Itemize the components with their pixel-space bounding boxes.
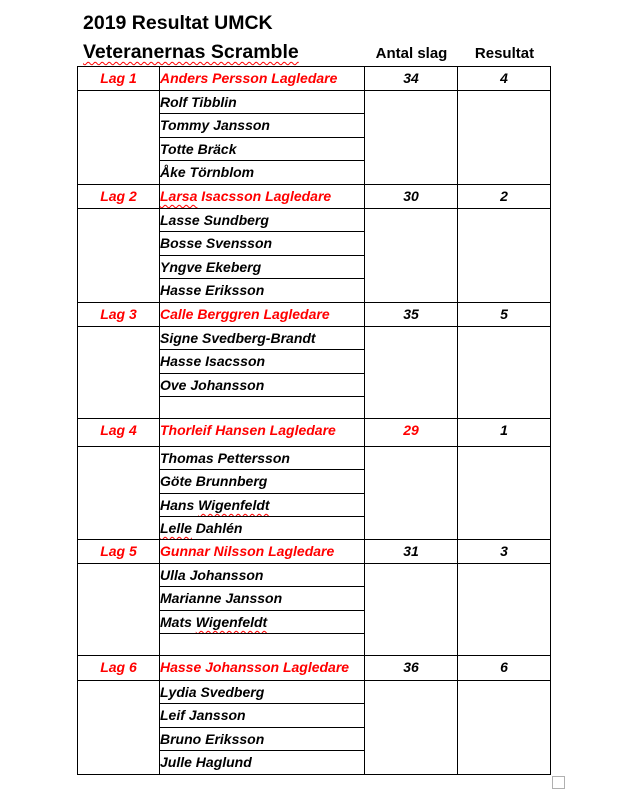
- team-result: 2: [458, 185, 551, 209]
- team-member-name: Lasse Sundberg: [160, 209, 365, 232]
- team-label-empty-cell: [78, 564, 160, 656]
- team-member-name: [160, 397, 365, 419]
- team-strokes: 30: [365, 185, 458, 209]
- strokes-empty-cell: [365, 681, 458, 775]
- team-member-name: Hasse Eriksson: [160, 279, 365, 303]
- team-member-row: [78, 447, 551, 470]
- team-member-name: [160, 634, 365, 656]
- column-header-strokes: Antal slag: [375, 45, 448, 62]
- strokes-empty-cell: [365, 447, 458, 540]
- team-member-name: Marianne Jansson: [160, 587, 365, 611]
- team-leader: Thorleif Hansen Lagledare: [160, 419, 365, 447]
- team-leader: Hasse Johansson Lagledare: [160, 656, 365, 681]
- team-member-name: Hasse Isacsson: [160, 350, 365, 374]
- team-member-last-name: Wigenfeldt: [195, 614, 268, 630]
- team-result: 6: [458, 656, 551, 681]
- team-member-name: Göte Brunnberg: [160, 470, 365, 494]
- team-member-row: [78, 564, 551, 587]
- team-member-row: [78, 91, 551, 114]
- team-header-row: [78, 303, 551, 327]
- team-label: Lag 3: [78, 303, 160, 327]
- team-member-name: Totte Bräck: [160, 138, 365, 161]
- team-member-name: Rolf Tibblin: [160, 91, 365, 114]
- team-label: Lag 2: [78, 185, 160, 209]
- document-subtitle: Veteranernas Scramble: [83, 41, 299, 63]
- team-strokes: 31: [365, 540, 458, 564]
- team-label-empty-cell: [78, 91, 160, 185]
- team-label-empty-cell: [78, 209, 160, 303]
- result-empty-cell: [458, 91, 551, 185]
- team-label: Lag 6: [78, 656, 160, 681]
- result-empty-cell: [458, 681, 551, 775]
- team-label: Lag 5: [78, 540, 160, 564]
- team-result: 5: [458, 303, 551, 327]
- team-label: Lag 1: [78, 67, 160, 91]
- team-strokes: 34: [365, 67, 458, 91]
- team-member-name: Yngve Ekeberg: [160, 256, 365, 279]
- team-leader: Anders Persson Lagledare: [160, 67, 365, 91]
- team-member-name: Lydia Svedberg: [160, 681, 365, 704]
- team-leader: Calle Berggren Lagledare: [160, 303, 365, 327]
- team-strokes: 29: [365, 419, 458, 447]
- team-result: 4: [458, 67, 551, 91]
- result-empty-cell: [458, 209, 551, 303]
- team-label: Lag 4: [78, 419, 160, 447]
- team-label-empty-cell: [78, 447, 160, 540]
- team-header-row: [78, 419, 551, 447]
- strokes-empty-cell: [365, 327, 458, 419]
- team-member-name: Bosse Svensson: [160, 232, 365, 256]
- team-strokes: 36: [365, 656, 458, 681]
- team-member-row: [78, 327, 551, 350]
- result-empty-cell: [458, 564, 551, 656]
- page-checkbox[interactable]: [552, 776, 565, 789]
- team-leader-first-name: Larsa: [160, 188, 198, 204]
- team-member-first-name: Lelle: [160, 520, 192, 536]
- team-header-row: [78, 656, 551, 681]
- strokes-empty-cell: [365, 564, 458, 656]
- team-member-name: Ulla Johansson: [160, 564, 365, 587]
- strokes-empty-cell: [365, 209, 458, 303]
- team-member-name: Ove Johansson: [160, 374, 365, 397]
- team-result: 1: [458, 419, 551, 447]
- team-member-name: Tommy Jansson: [160, 114, 365, 138]
- team-member-row: [78, 209, 551, 232]
- results-table: [77, 66, 551, 775]
- result-empty-cell: [458, 327, 551, 419]
- team-strokes: 35: [365, 303, 458, 327]
- team-header-row: [78, 540, 551, 564]
- team-leader: Larsa Isacsson Lagledare: [160, 185, 365, 209]
- team-member-row: [78, 681, 551, 704]
- team-leader: Gunnar Nilsson Lagledare: [160, 540, 365, 564]
- team-member-name: Signe Svedberg-Brandt: [160, 327, 365, 350]
- team-header-row: [78, 67, 551, 91]
- team-member-name: Bruno Eriksson: [160, 728, 365, 751]
- strokes-empty-cell: [365, 91, 458, 185]
- team-member-name: Julle Haglund: [160, 751, 365, 775]
- team-member-last-name: Wigenfeldt: [198, 497, 270, 513]
- team-member-name: Leif Jansson: [160, 704, 365, 728]
- team-member-name: Lelle Dahlén: [160, 517, 365, 540]
- document-title: 2019 Resultat UMCK: [83, 12, 273, 34]
- team-member-name: Åke Törnblom: [160, 161, 365, 185]
- team-label-empty-cell: [78, 681, 160, 775]
- team-member-name: Thomas Pettersson: [160, 447, 365, 470]
- team-label-empty-cell: [78, 327, 160, 419]
- team-header-row: [78, 185, 551, 209]
- team-member-name: Mats Wigenfeldt: [160, 611, 365, 634]
- column-header-result: Resultat: [474, 45, 535, 62]
- team-member-name: Hans Wigenfeldt: [160, 494, 365, 517]
- team-result: 3: [458, 540, 551, 564]
- result-empty-cell: [458, 447, 551, 540]
